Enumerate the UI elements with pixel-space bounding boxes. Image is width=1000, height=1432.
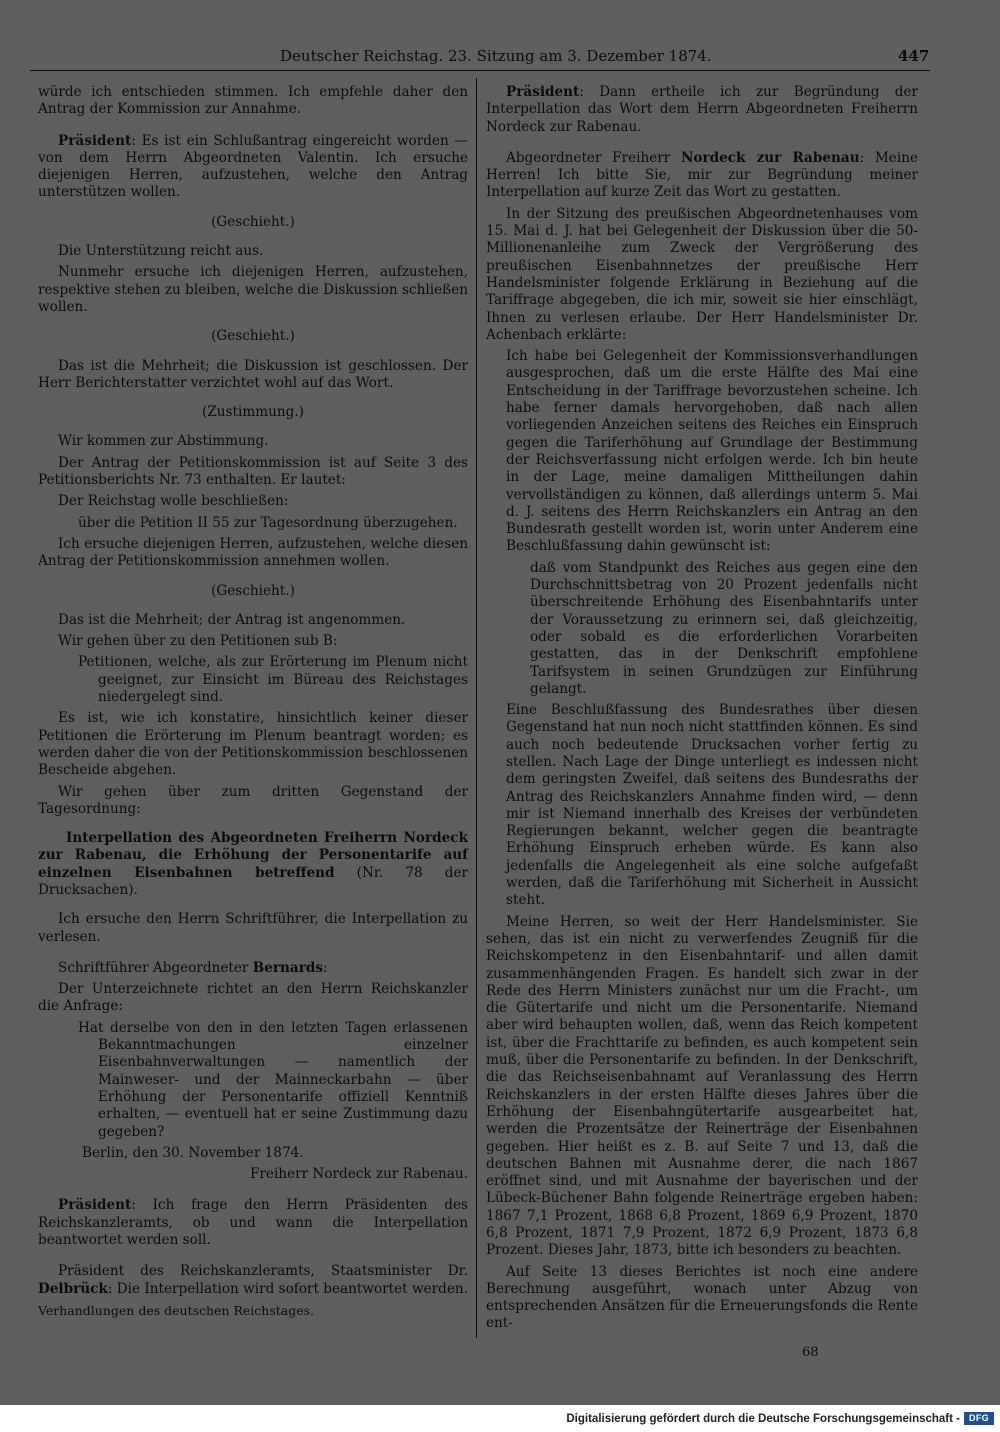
paragraph — [486, 150, 918, 202]
paragraph: Ich ersuche diejenigen Herren, aufzustehen, welche diesen Antrag der Petitionskommission annehmen wollen. — [38, 535, 468, 570]
interpellation-signature: Freiherr Nordeck zur Rabenau. — [249, 1166, 468, 1183]
speaker-role: Schriftführer Abgeordneter — [58, 959, 253, 976]
dfg-logo-icon: DFG — [964, 1412, 994, 1425]
speaker-role: Abgeordneter Freiherr — [506, 149, 681, 166]
paragraph: Der Unterzeichnete richtet an den Herrn Reichskanzler die Anfrage: — [38, 981, 468, 1015]
paragraph — [38, 960, 468, 977]
paragraph: würde ich entschieden stimmen. Ich empfehle daher den Antrag der Kommission zur Annahme. — [38, 84, 468, 118]
speaker-name: Bernards — [252, 959, 324, 976]
heading-reference: (Nr. 78 der Drucksachen). — [38, 864, 469, 898]
paragraph: Wir kommen zur Abstimmung. — [58, 433, 269, 450]
quotation: Ich habe bei Gelegenheit der Kommissionsverhandlungen ausgesprochen, daß um die erste Hälfte des Mai eine Entscheidung in der Tariffrage bevorzustehen scheine. Ich habe ferner damals hervorgehoben, daß nach allen vorliegenden Anzeichen seitens des Reiches ein Einspruch gegen die Tariferhöhung auf Grundlage der Bestimmung der Reichsverfassung nicht erfolgen werde. Ich bin heute in der Lage, meine damaligen Mittheilungen dahin vervollständigen zu können, daß allerdings unterm 5. Mai d. J. seitens des Herrn Reichskanzlers ein Antrag an den Bundesrath gestellt worden ist, worin unter Anderem eine Beschlußfassung dahin gewünscht ist: — [506, 348, 918, 555]
paragraph: Das ist die Mehrheit; der Antrag ist angenommen. — [58, 611, 406, 628]
sheet-signature: 68 — [802, 1345, 819, 1360]
speech-text: : Ich frage den Herrn Präsidenten des Reichskanzleramts, ob und wann die Interpellation beantwortet werden soll. — [38, 1197, 468, 1249]
digitization-footer — [0, 1405, 1000, 1432]
speaker-name: Nordeck zur Rabenau — [680, 149, 860, 166]
paragraph: Wir gehen über zum dritten Gegenstand der Tagesordnung: — [38, 783, 468, 817]
paragraph: Die Unterstützung reicht aus. — [58, 243, 264, 260]
page-number: 447 — [898, 47, 930, 65]
quotation: Eine Beschlußfassung des Bundesrathes über diesen Gegenstand hat nun noch nicht stattfinden können. Es sind auch noch bedeutende Drucksachen vorher fertig zu stellen. Nach Lage der Dinge unterliegt es indessen nicht dem geringsten Zweifel, daß seitens des Bundesraths der Antrag des Reichskanzlers Annahme finden wird, — denn mir ist Niemand innerhalb des Kreises der verbündeten Regierungen bekannt, welcher gegen die beantragte Erhöhung Einspruch erheben würde. Es kann also jedenfalls die Angelegenheit als eine solche aufgefaßt werden, daß die Tariferhöhung mit Sicherheit in Aussicht steht. — [506, 702, 918, 909]
quotation-motion: daß vom Standpunkt des Reiches aus gegen eine den Durchschnittsbetrag von 20 Prozent jedenfalls nicht überschreitende Erhöhung des Eisenbahntarifs unter der Voraussetzung zu erinnern sei, daß gleichzeitig, oder sobald es die erforderlichen Vorarbeiten gestatten, das in der Denkschrift empfohlene Tarifsystem in seinen Grundzügen zur Einführung gelangt. — [530, 559, 918, 697]
speech-text: : Die Interpellation wird sofort beantwortet werden. — [107, 1280, 468, 1297]
paragraph: Das ist die Mehrheit; die Diskussion ist geschlossen. Der Herr Berichterstatter verzichtet wohl auf das Wort. — [38, 357, 468, 391]
interpellation-date: Berlin, den 30. November 1874. — [82, 1144, 304, 1161]
paragraph: Nunmehr ersuche ich diejenigen Herren, aufzustehen, respektive stehen zu bleiben, welche die Diskussion schließen wollen. — [38, 264, 468, 315]
speaker-name: Delbrück — [38, 1280, 108, 1297]
speech-text: : Es ist ein Schlußantrag eingereicht worden — von dem Herrn Abgeordneten Valentin. Ich ersuche diejenigen Herren, aufzustehen, welche den Antrag unterstützen wollen. — [38, 132, 468, 201]
heading-title: Interpellation des Abgeordneten Freiherrn Nordeck zur Rabenau, die Erhöhung der Personentarife auf einzelnen Eisenbahnen betreffend — [38, 830, 468, 881]
left-column — [38, 84, 468, 1323]
paragraph — [486, 84, 918, 136]
paragraph: Ich ersuche den Herrn Schriftführer, die Interpellation zu verlesen. — [38, 911, 468, 945]
speech-text: : — [323, 959, 328, 976]
speaker-name: Präsident — [506, 84, 580, 100]
paragraph: Meine Herren, so weit der Herr Handelsminister. Sie sehen, das ist ein nicht zu verwerfendes Zeugniß für die Reichskompetenz in den Eisenbahntarif- und allen damit zusammenhängenden Fragen. Es handelt sich zwar in der Rede des Herrn Ministers zunächst nur um die Fracht-, um die Gütertarife und nicht um die Personentarife. Niemand aber wird behaupten wollen, daß, wenn das Reich kompetent ist, über die Frachttarife zu befinden, es auch kompetent sein muß, über die Personentarife zu befinden. In der Denkschrift, die das Reichseisenbahnamt auf Veranlassung des Herrn Reichskanzlers in der ersten Hälfte dieses Jahres über die Erhöhung der Eisenbahngütertarife ausgearbeitet hat, werden die Prozentsätze der Reinerträge der Eisenbahnen gegeben. Hier heißt es z. B. auf Seite 7 und 13, daß die deutschen Bahnen mit Ausnahme derer, die nach 1867 eröffnet sind, und mit Ausnahme der bayerischen und der Lübeck-Büchener Bahn folgende Reinerträge ergeben haben: 1867 7,1 Prozent, 1868 6,8 Prozent, 1869 6,9 Prozent, 1870 6,8 Prozent, 1871 7,9 Prozent, 1872 6,9 Prozent, 1873 6,8 Prozent. Dieses Jahr, 1873, bitte ich besonders zu beachten. — [486, 913, 918, 1259]
petition-category: Petitionen, welche, als zur Erörterung im Plenum nicht geeignet, zur Einsicht im Büreau des Reichstages niedergelegt sind. — [78, 654, 468, 706]
agenda-heading — [38, 830, 468, 899]
column-divider — [476, 78, 477, 1338]
stage-direction: (Geschieht.) — [211, 582, 295, 599]
paragraph: Auf Seite 13 dieses Berichtes ist noch eine andere Berechnung ausgeführt, wonach unter Abzug von entsprechenden Ansätzen für die Erneuerungsfonds die Rente ent- — [486, 1263, 918, 1332]
interpellation-text: Hat derselbe von den in den letzten Tagen erlassenen Bekanntmachungen einzelner Eisenbahnverwaltungen — namentlich der Mainweser- und der Mainneckarbahn — über Erhöhung der Personentarife offiziell Kenntniß erhalten, — eventuell hat er seine Zustimmung dazu gegeben? — [78, 1019, 468, 1140]
funding-credit: Digitalisierung gefördert durch die Deutsche Forschungsgemeinschaft - — [566, 1413, 960, 1425]
paragraph — [38, 1263, 468, 1298]
paragraph — [38, 1197, 468, 1249]
speaker-name: Präsident — [58, 132, 132, 149]
paragraph: In der Sitzung des preußischen Abgeordnetenhauses vom 15. Mai d. J. hat bei Gelegenheit der Diskussion über die 50-Millionenanleihe zum Zweck der Vergrößerung des preußischen Eisenbahnnetzes der preußische Herr Handelsminister folgende Erklärung in Beziehung auf die Tariffrage abgegeben, die ich mir, soweit sie hier einschlägt, Ihnen zu verlesen erlaube. Der Herr Handelsminister Dr. Achenbach erklärte: — [486, 205, 918, 343]
page-header — [30, 46, 930, 68]
right-column — [486, 84, 918, 1337]
paragraph — [38, 133, 468, 202]
motion-intro: Der Reichstag wolle beschließen: — [58, 493, 289, 510]
paragraph: Der Antrag der Petitionskommission ist auf Seite 3 des Petitionsberichts Nr. 73 enthalten. Er lautet: — [38, 454, 468, 489]
paragraph: Wir gehen über zu den Petitionen sub B: — [58, 633, 338, 650]
volume-footer: Verhandlungen des deutschen Reichstages. — [38, 1302, 315, 1318]
stage-direction: (Geschieht.) — [211, 213, 295, 230]
speaker-role: Präsident des Reichskanzleramts, Staatsminister Dr. — [58, 1263, 468, 1280]
speech-text: : Dann ertheile ich zur Begründung der Interpellation das Wort dem Herrn Abgeordneten Freiherrn Nordeck zur Rabenau. — [486, 84, 918, 135]
header-rule — [30, 70, 930, 71]
speech-text: : Meine Herren! Ich bitte Sie, mir zur Begründung meiner Interpellation auf kurze Zeit das Wort zu gestatten. — [486, 149, 918, 201]
motion-text: über die Petition II 55 zur Tagesordnung überzugehen. — [78, 514, 458, 531]
paragraph: Es ist, wie ich konstatire, hinsichtlich keiner dieser Petitionen die Erörterung im Plenum beantragt worden; es werden daher die von der Petitionskommission beschlossenen Bescheide abgehen. — [38, 710, 468, 779]
speaker-name: Präsident — [58, 1197, 132, 1214]
running-head: Deutscher Reichstag. 23. Sitzung am 3. Dezember 1874. — [280, 47, 712, 65]
stage-direction: (Zustimmung.) — [202, 404, 304, 421]
stage-direction: (Geschieht.) — [211, 328, 295, 345]
